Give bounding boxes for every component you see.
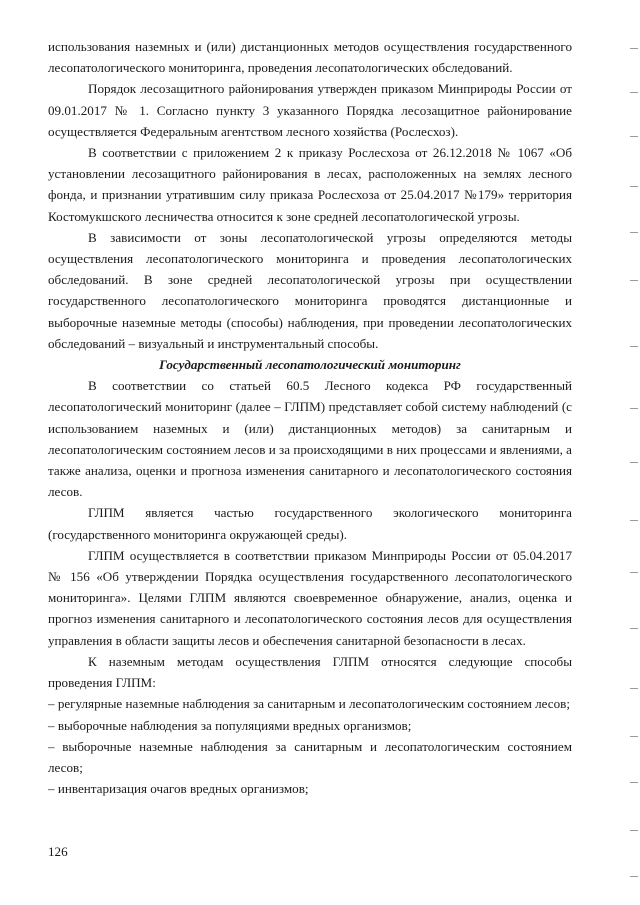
paragraph-ground-methods-intro: К наземным методам осуществления ГЛПМ относятся следующие способы проведения ГЛПМ: xyxy=(48,653,572,691)
list-item: – регулярные наземные наблюдения за санитарным и лесопатологическим состоянием лесов; xyxy=(48,696,570,712)
paragraph-continuation: использования наземных и (или) дистанционных методов осуществления государственного лесопатологического мониторинга, проведения лесопатологических обследований. xyxy=(48,39,572,76)
list-item: – инвентаризация очагов вредных организмов; xyxy=(48,781,309,797)
paragraph-glpm-part-of-monitoring: ГЛПМ является частью государственного экологического мониторинга (государственного мониторинга окружающей среды). xyxy=(48,505,572,542)
page-number: 126 xyxy=(48,844,68,859)
paragraph-zoning-order: Порядок лесозащитного районирования утвержден приказом Минприроды России от 09.01.2017 № 1. Согласно пункту 3 указанного Порядка лесозащитное районирование осуществляется Федеральным агентством лесного хозяйства (Рослесхоз). xyxy=(48,81,572,139)
section-heading: Государственный лесопатологический мониторинг xyxy=(159,357,461,373)
paragraph-threat-zone-methods: В зависимости от зоны лесопатологической угрозы определяются методы осуществления лесопатологического мониторинга и проведения лесопатологических обследований. В зоне средней лесопатологической угрозы при осуществлении государственного лесопатологического мониторинга проводятся дистанционные и выборочные наземные методы (способы) наблюдения, при проведении лесопатологических обследований – визуальный и инструментальный способы. xyxy=(48,229,572,351)
paragraph-rosleshoz-order: В соответствии с приложением 2 к приказу Рослесхоза от 26.12.2018 № 1067 «Об установлении лесозащитного районирования в лесах, расположенных на землях лесного фонда, и признании утратившим силу приказа Рослесхоза от 25.04.2017 №179» территория Костомукшского лесничества относится к зоне средней лесопатологической угрозы. xyxy=(48,145,572,224)
list-item: – выборочные наблюдения за популяциями вредных организмов; xyxy=(48,717,412,733)
scan-edge-marks xyxy=(626,0,640,905)
document-page xyxy=(48,36,572,799)
list-item: – выборочные наземные наблюдения за санитарным и лесопатологическим состоянием лесов; xyxy=(48,738,572,775)
paragraph-glpm-definition: В соответствии со статьей 60.5 Лесного кодекса РФ государственный лесопатологический мониторинг (далее – ГЛПМ) представляет собой систему наблюдений (с использованием наземных и (или) дистанционных методов) за санитарным и лесопатологическим состоянием лесов и за происходящими в них процессами и явлениями, а также анализа, оценки и прогноза изменения санитарного и лесопатологического состояния лесов. xyxy=(48,378,572,500)
paragraph-glpm-goals: ГЛПМ осуществляется в соответствии приказом Минприроды России от 05.04.2017 № 156 «Об утверждении Порядка осуществления государственного лесопатологического мониторинга». Целями ГЛПМ являются своевременное обнаружение, анализ, оценка и прогноз изменения санитарного и лесопатологического состояния лесов для осуществления управления в области защиты лесов и обеспечения санитарной безопасности в лесах. xyxy=(48,547,572,648)
